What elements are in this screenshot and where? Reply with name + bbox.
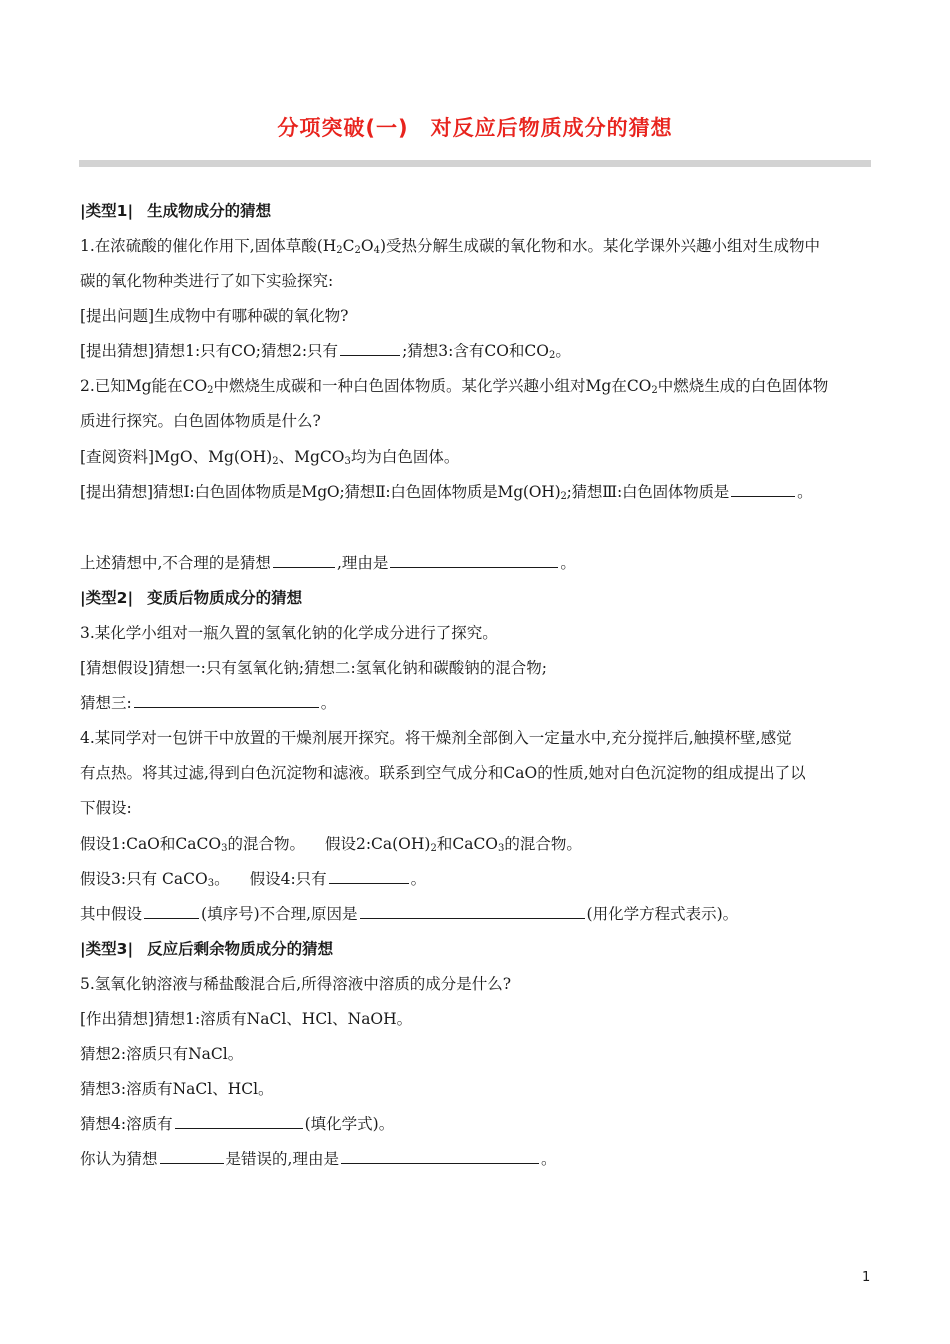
answer-blank[interactable] bbox=[329, 869, 409, 884]
title-divider bbox=[79, 160, 871, 167]
q5-line-6: 你认为猜想 是错误的,理由是 。 bbox=[80, 1150, 557, 1168]
q5-line-5: 猜想4:溶质有 (填化学式)。 bbox=[80, 1115, 395, 1133]
q5-line-4: 猜想3:溶质有NaCl、HCl。 bbox=[80, 1080, 274, 1098]
q1-line-4: [提出猜想]猜想1:只有CO;猜想2:只有 ;猜想3:含有CO和$CO_2$。 bbox=[80, 342, 571, 361]
q2-line-5: 上述猜想中,不合理的是猜想 ,理由是 。 bbox=[80, 554, 576, 572]
q4-line-6: 其中假设 (填序号)不合理,原因是 (用化学方程式表示)。 bbox=[80, 905, 739, 923]
answer-blank[interactable] bbox=[134, 693, 319, 708]
page-number: 1 bbox=[862, 1270, 871, 1285]
q5-line-2: [作出猜想]猜想1:溶质有NaCl、HCl、NaOH。 bbox=[80, 1010, 413, 1028]
q1-line-1: 1.在浓硫酸的催化作用下,固体草酸$(H_2C_2O_4)$受热分解生成碳的氧化物和水。某化学课外兴趣小组对生成物中 bbox=[80, 237, 821, 256]
q4-line-1: 4.某同学对一包饼干中放置的干燥剂展开探究。将干燥剂全部倒入一定量水中,充分搅拌后,触摸杯壁,感觉 bbox=[80, 729, 792, 747]
answer-blank[interactable] bbox=[273, 553, 335, 568]
q2-line-2: 质进行探究。白色固体物质是什么? bbox=[80, 412, 321, 430]
q4-line-4: 假设1:CaO和CaCO$_3$的混合物。 假设$2:Ca(OH)_2$和CaCO$_3$的混合物。 bbox=[80, 835, 582, 854]
answer-blank[interactable] bbox=[390, 553, 558, 568]
q2-line-4: [提出猜想]猜想Ⅰ:白色固体物质是MgO;猜想Ⅱ:白色固体物质是$Mg(OH)_2$;猜想Ⅲ:白色固体物质是 。 bbox=[80, 483, 813, 502]
q1-line-3: [提出问题]生成物中有哪种碳的氧化物? bbox=[80, 307, 349, 325]
q3-line-3: 猜想三: 。 bbox=[80, 694, 337, 712]
q4-line-2: 有点热。将其过滤,得到白色沉淀物和滤液。联系到空气成分和CaO的性质,她对白色沉淀物的组成提出了以 bbox=[80, 764, 806, 782]
page-title: 分项突破(一) 对反应后物质成分的猜想 bbox=[277, 116, 673, 140]
section-heading-1: |类型1| 生成物成分的猜想 bbox=[80, 202, 272, 220]
q4-line-5: 假设3:只有 CaCO$_3$。 假设4:只有 。 bbox=[80, 870, 427, 889]
answer-blank[interactable] bbox=[341, 1149, 539, 1164]
q3-line-2: [猜想假设]猜想一:只有氢氧化钠;猜想二:氢氧化钠和碳酸钠的混合物; bbox=[80, 659, 547, 677]
answer-blank[interactable] bbox=[175, 1114, 303, 1129]
q2-line-3: [查阅资料]MgO、$Mg(OH)_2$、MgCO$_3$均为白色固体。 bbox=[80, 448, 460, 467]
q5-line-1: 5.氢氧化钠溶液与稀盐酸混合后,所得溶液中溶质的成分是什么? bbox=[80, 975, 512, 993]
answer-blank[interactable] bbox=[360, 904, 585, 919]
q4-line-3: 下假设: bbox=[80, 799, 132, 817]
q2-line-1: 2.已知Mg能在$CO_2$中燃烧生成碳和一种白色固体物质。某化学兴趣小组对Mg在$CO_2$中燃烧生成的白色固体物 bbox=[80, 377, 829, 396]
q5-line-3: 猜想2:溶质只有NaCl。 bbox=[80, 1045, 244, 1063]
q3-line-1: 3.某化学小组对一瓶久置的氢氧化钠的化学成分进行了探究。 bbox=[80, 624, 498, 642]
answer-blank[interactable] bbox=[144, 904, 199, 919]
answer-blank[interactable] bbox=[731, 482, 795, 497]
q1-line-2: 碳的氧化物种类进行了如下实验探究: bbox=[80, 272, 334, 290]
section-heading-3: |类型3| 反应后剩余物质成分的猜想 bbox=[80, 940, 334, 958]
answer-blank[interactable] bbox=[340, 341, 400, 356]
answer-blank[interactable] bbox=[160, 1149, 224, 1164]
section-heading-2: |类型2| 变质后物质成分的猜想 bbox=[80, 589, 303, 607]
